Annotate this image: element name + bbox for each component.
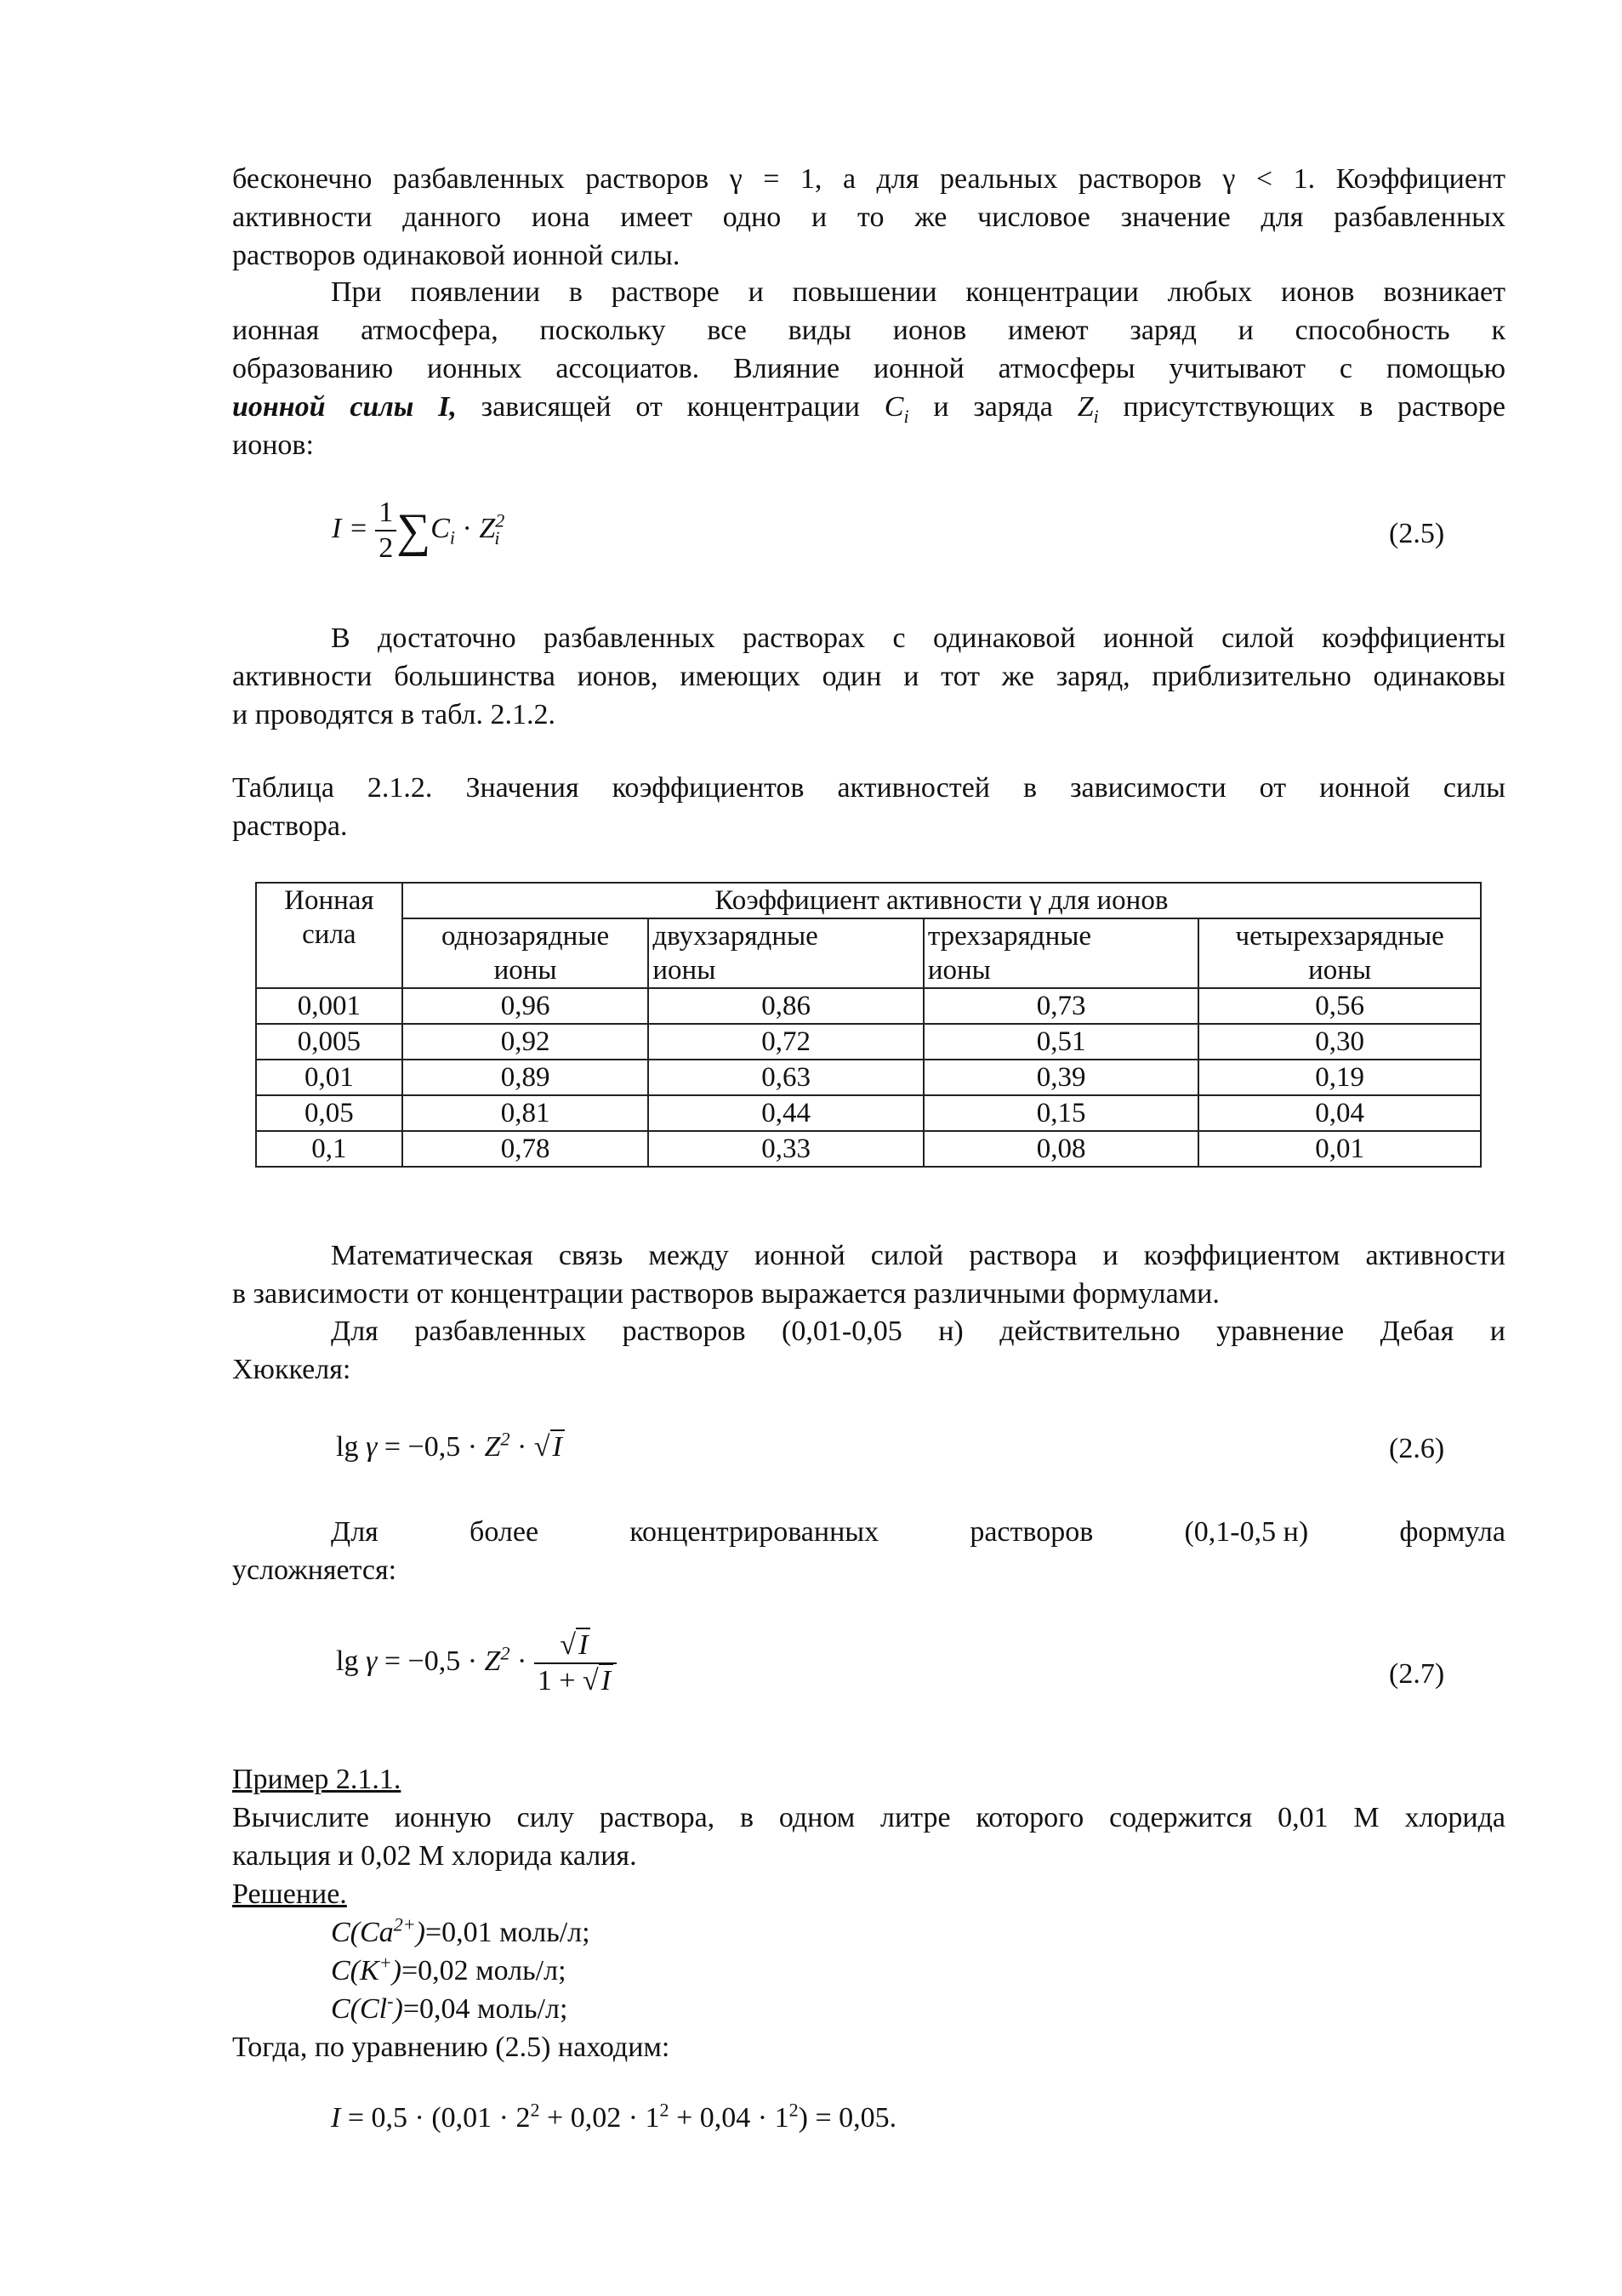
solution-line: C(K+)=0,02 моль/л; (331, 1952, 566, 1986)
square-root: √I (534, 1429, 565, 1463)
table-row: 0,001 0,96 0,86 0,73 0,56 (256, 988, 1481, 1024)
text-line: ионная атмосфера, поскольку все виды ионов имеют заряд и способность к (232, 315, 1505, 346)
paragraph-1 (232, 160, 1505, 275)
fraction: $\frac{√I}{1 + √I}$ (534, 1628, 617, 1698)
text-line: ионов: (232, 429, 314, 461)
text-line: Тогда, по уравнению (2.5) находим: (232, 2032, 670, 2063)
header-group-activity: Коэффициент активности γ для ионов (402, 883, 1481, 918)
equation-number: (2.6) (1389, 1433, 1445, 1464)
text-line: в зависимости от концентрации растворов выражается различными формулами. (232, 1278, 1220, 1310)
paragraph-4 (232, 1236, 1505, 1313)
text-line: образованию ионных ассоциатов. Влияние ионной атмосферы учитывают с помощью (232, 353, 1505, 384)
paragraph-5 (232, 1312, 1505, 1389)
solution-line: C(Cl-)=0,04 моль/л; (331, 1990, 568, 2025)
term-ionic-strength: ионной силы I, (232, 391, 457, 423)
table-header-row (256, 883, 1481, 918)
text-line: При появлении в растворе и повышении концентрации любых ионов возникает (331, 276, 1505, 308)
paragraph-2 (232, 273, 1505, 464)
text-line: активности данного иона имеет одно и то же числовое значение для разбавленных (232, 202, 1505, 233)
equation-2-6: $\lg \gamma = -0,5 \cdot Z^2 \cdot √I$ (336, 1431, 565, 1463)
text-line: и проводятся в табл. 2.1.2. (232, 699, 556, 730)
equation-2-5: I = $\frac{1}{2}$ $\sum C_i \cdot Z^2_i$ (332, 497, 505, 564)
header-quadruple-charged: четырехзарядные ионы (1198, 918, 1481, 988)
table-row: 0,1 0,78 0,33 0,08 0,01 (256, 1131, 1481, 1167)
paragraph-3 (232, 619, 1505, 734)
solution-heading: Решение. (232, 1878, 347, 1910)
sum-symbol: ∑ (396, 504, 431, 557)
text-line: растворов одинаковой ионной силы. (232, 240, 680, 271)
text-line: Таблица 2.1.2. Значения коэффициентов активностей в зависимости от ионной силы (232, 772, 1505, 804)
header-ionic-strength: Ионная сила (256, 883, 402, 988)
header-double-charged: двухзарядные ионы (648, 918, 923, 988)
table-subheader-row (256, 918, 1481, 988)
example-title: Пример 2.1.1. (232, 1764, 401, 1795)
text-line: кальция и 0,02 М хлорида калия. (232, 1840, 637, 1872)
fraction: $\frac{1}{2}$ (375, 496, 396, 565)
text-line: Математическая связь между ионной силой раствора и коэффициентом активности (331, 1240, 1505, 1271)
text-line: Для разбавленных растворов (0,01-0,05 н) действительно уравнение Дебая и (331, 1316, 1505, 1347)
header-single-charged: однозарядные ионы (402, 918, 649, 988)
example-block (232, 1760, 1505, 2066)
header-triple-charged: трехзарядные ионы (924, 918, 1198, 988)
text-line: Вычислите ионную силу раствора, в одном литре которого содержится 0,01 М хлорида (232, 1802, 1505, 1833)
table-row: 0,005 0,92 0,72 0,51 0,30 (256, 1024, 1481, 1060)
table-caption (232, 769, 1505, 845)
text-line: бесконечно разбавленных растворов γ = 1, а для реальных растворов γ < 1. Коэффициент (232, 163, 1505, 195)
text-line: Для более концентрированных растворов (0,1-0,5 н) формула (331, 1516, 1505, 1548)
text-line: усложняется: (232, 1554, 397, 1586)
equation-number: (2.5) (1389, 518, 1445, 549)
text-line: активности большинства ионов, имеющих один и тот же заряд, приблизительно одинаковы (232, 661, 1505, 692)
text-line: В достаточно разбавленных растворах с одинаковой ионной силой коэффициенты (331, 622, 1505, 654)
text-line: ионной силы I, зависящей от концентрации $C_i$ и заряда $Z_i$ присутствующих в растворе (232, 391, 1505, 427)
text-line: раствора. (232, 810, 348, 842)
table-row: 0,01 0,89 0,63 0,39 0,19 (256, 1060, 1481, 1095)
activity-coefficient-table (255, 882, 1482, 1168)
paragraph-6 (232, 1513, 1505, 1589)
equation-2-7: $\lg \gamma = -0,5 \cdot Z^2$ · $\frac{√I}{1 + √I}$ (336, 1628, 617, 1698)
text-line: Хюккеля: (232, 1354, 351, 1385)
table-row: 0,05 0,81 0,44 0,15 0,04 (256, 1095, 1481, 1131)
solution-line: $C(Ca^{2+})=0,01$ моль/л; (331, 1913, 590, 1948)
equation-number: (2.7) (1389, 1658, 1445, 1690)
example-result: $I = 0,5 \cdot (0,01 \cdot 2^2 + 0,02 \cdot 1^2 + 0,04 \cdot 1^2) = 0,05$. (331, 2099, 897, 2134)
